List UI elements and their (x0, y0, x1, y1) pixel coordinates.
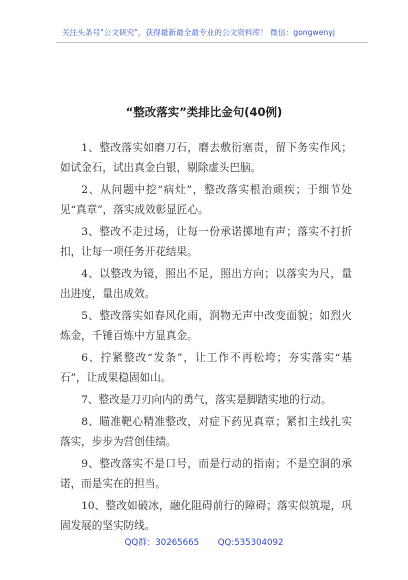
footer-qq-group: QQ群：30265665 (124, 538, 200, 548)
paragraph: 8、瞄准靶心精准整改，对症下药见真章；紧扣主线扎实落实，步步为营创佳绩。 (60, 416, 352, 448)
paragraph: 3、整改不走过场，让每一份承诺掷地有声；落实不打折扣，让每一项任务开花结果。 (60, 226, 352, 258)
paragraph: 5、整改落实如春风化雨，润物无声中改变面貌；如烈火炼金，千锤百炼中方显真金。 (60, 310, 352, 342)
paragraph: 6、拧紧整改“发条”，让工作不再松垮；夯实落实“基石”，让成果稳固如山。 (60, 352, 352, 384)
paragraph: 1、整改落实如磨刀石，磨去敷衍塞责，留下务实作风；如试金石，试出真金白银，剔除虚头巴脑。 (60, 142, 352, 174)
footer-qq: QQ:535304092 (217, 538, 284, 548)
header-note: 关注头条号"公文研究"，获得最新最全最专业的公文资料库！ 微信：gongwenyj (62, 28, 336, 37)
paragraph: 4、以整改为镜，照出不足，照出方向；以落实为尺，量出进度，量出成效。 (60, 268, 352, 300)
footer-contacts (0, 536, 408, 548)
paragraph: 9、整改落实不是口号，而是行动的指南；不是空洞的承诺，而是实在的担当。 (60, 458, 352, 490)
paragraph: 7、整改是刀刃向内的勇气，落实是脚踏实地的行动。 (81, 394, 332, 406)
paragraph: 10、整改如破冰，融化阻碍前行的障碍；落实似筑堤，巩固发展的坚实防线。 (60, 500, 352, 532)
header-divider (56, 42, 368, 43)
document-title: “整改落实”类排比金句(40例) (125, 105, 283, 119)
paragraph: 2、从问题中挖“病灶”，整改落实根治顽疾；于细节处见“真章”，落实成效彰显匠心。 (60, 184, 352, 216)
document-body (60, 138, 352, 538)
